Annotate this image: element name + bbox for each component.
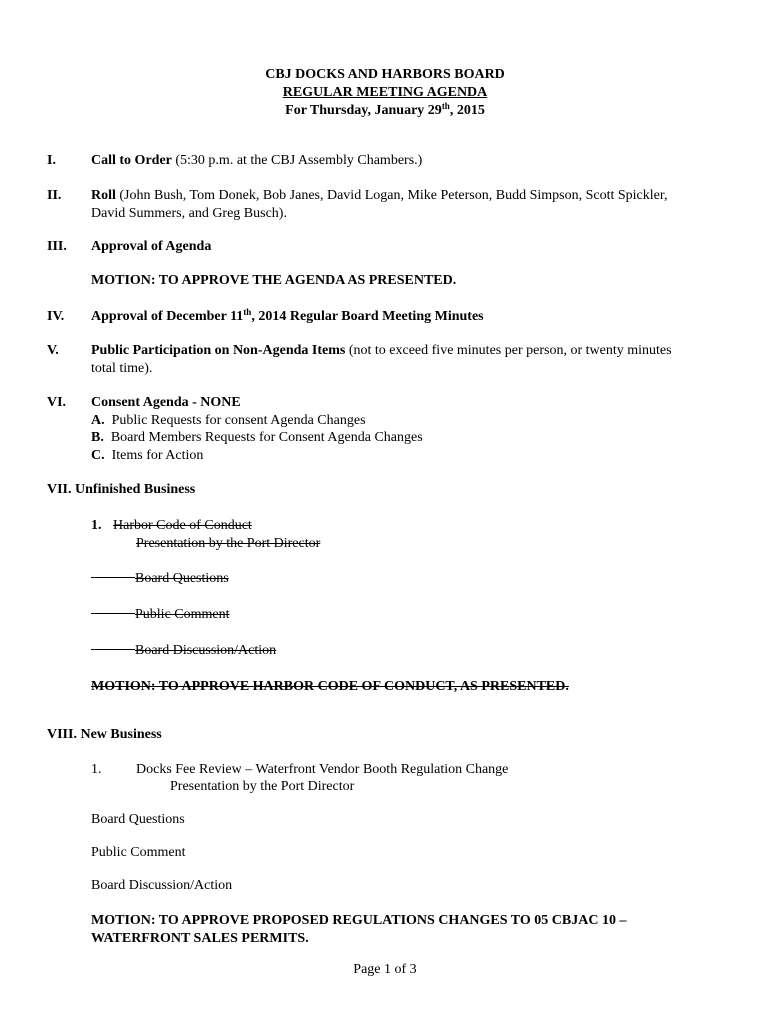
- consent-item-text: Board Members Requests for Consent Agenda Changes: [110, 430, 423, 445]
- public-participation-title: Public Participation on Non-Agenda Items: [91, 343, 346, 358]
- new-board-questions: Board Questions: [91, 812, 185, 827]
- consent-item-letter: C.: [91, 448, 105, 463]
- new-motion: MOTION: TO APPROVE PROPOSED REGULATIONS CHANGES TO 05 CBJAC 10 –: [91, 913, 627, 928]
- section-number: III.: [47, 239, 67, 254]
- minutes-title-suffix: , 2014 Regular Board Meeting Minutes: [251, 309, 484, 324]
- agenda-title: [0, 84, 770, 101]
- strike-dash: [91, 613, 135, 614]
- unfinished-board-questions-text: Board Questions: [135, 571, 229, 586]
- section-number: II.: [47, 188, 62, 203]
- new-item-title: Docks Fee Review – Waterfront Vendor Booth Regulation Change: [136, 762, 509, 777]
- unfinished-motion: MOTION: TO APPROVE HARBOR CODE OF CONDUCT, AS PRESENTED.: [91, 679, 569, 694]
- roll: [91, 187, 667, 204]
- new-item-number: 1.: [91, 762, 102, 777]
- roll-detail: (John Bush, Tom Donek, Bob Janes, David Logan, Mike Peterson, Budd Simpson, Scott Spickler,: [115, 188, 668, 203]
- agenda-title-text: REGULAR MEETING AGENDA: [282, 85, 488, 100]
- unfinished-item-number: 1.: [91, 518, 102, 533]
- unfinished-business-heading: VII. Unfinished Business: [47, 482, 196, 497]
- consent-item-letter: B.: [91, 430, 104, 445]
- minutes-title-sup: th: [243, 307, 252, 317]
- consent-item: [91, 412, 366, 429]
- section-number: I.: [47, 153, 56, 168]
- unfinished-public-comment-text: Public Comment: [135, 607, 230, 622]
- new-public-comment: Public Comment: [91, 845, 186, 860]
- consent-item-text: Public Requests for consent Agenda Changes: [111, 413, 366, 428]
- approval-of-agenda: Approval of Agenda: [91, 239, 212, 254]
- unfinished-item-title: Harbor Code of Conduct: [113, 518, 252, 533]
- consent-item: [91, 447, 203, 464]
- section-number: V.: [47, 343, 59, 358]
- unfinished-public-comment: [91, 606, 230, 623]
- consent-agenda: Consent Agenda - NONE: [91, 395, 241, 410]
- roll-detail-cont: David Summers, and Greg Busch).: [91, 206, 287, 221]
- meeting-date-suffix: , 2015: [449, 103, 485, 118]
- meeting-date-prefix: For Thursday, January 29: [285, 103, 442, 118]
- section-number: VI.: [47, 395, 67, 410]
- strike-dash: [91, 649, 135, 650]
- strike-dash: [91, 577, 135, 578]
- meeting-date: [0, 102, 770, 119]
- minutes-title-prefix: Approval of December 11: [91, 309, 244, 324]
- roll-title: Roll: [91, 188, 116, 203]
- unfinished-board-discussion: [91, 642, 276, 659]
- unfinished-board-questions: [91, 570, 229, 587]
- meeting-date-sup: th: [441, 101, 450, 111]
- consent-item-letter: A.: [91, 413, 105, 428]
- public-participation-detail: (not to exceed five minutes per person, or twenty minutes: [345, 343, 672, 358]
- new-motion-cont: WATERFRONT SALES PERMITS.: [91, 931, 309, 946]
- agenda-motion: MOTION: TO APPROVE THE AGENDA AS PRESENTED.: [91, 273, 457, 288]
- new-board-discussion: Board Discussion/Action: [91, 878, 233, 893]
- call-to-order-detail: (5:30 p.m. at the CBJ Assembly Chambers.): [171, 153, 423, 168]
- call-to-order-title: Call to Order: [91, 153, 172, 168]
- new-presentation: Presentation by the Port Director: [170, 779, 355, 794]
- page-number: Page 1 of 3: [353, 962, 417, 977]
- new-business-heading: VIII. New Business: [47, 727, 162, 742]
- public-participation-detail-cont: total time).: [91, 361, 153, 376]
- consent-item: [91, 429, 423, 446]
- public-participation: [91, 342, 672, 359]
- approval-of-minutes: [91, 308, 484, 325]
- unfinished-presentation: Presentation by the Port Director: [136, 536, 321, 551]
- section-number: IV.: [47, 309, 65, 324]
- call-to-order: [91, 152, 422, 169]
- unfinished-board-discussion-text: Board Discussion/Action: [135, 643, 277, 658]
- board-title: CBJ DOCKS AND HARBORS BOARD: [265, 67, 505, 82]
- consent-item-text: Items for Action: [111, 448, 204, 463]
